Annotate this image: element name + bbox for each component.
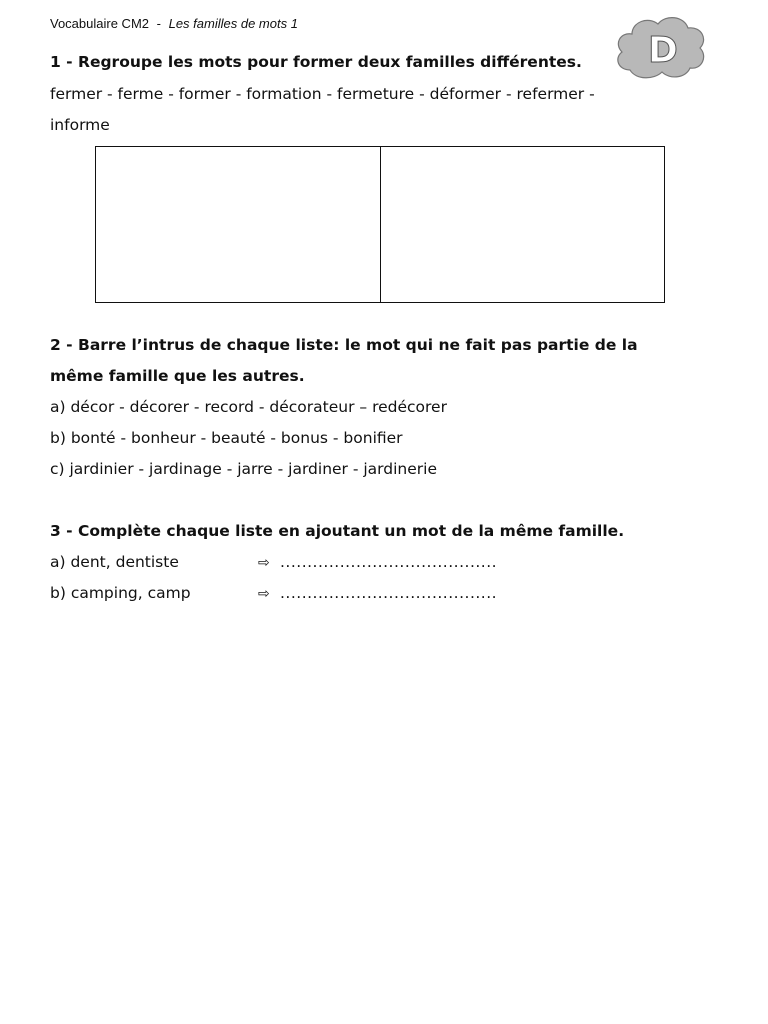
exercise1-instruction: 1 - Regroupe les mots pour former deux familles différentes. xyxy=(50,53,582,71)
exercise1-words-line1: fermer - ferme - former - formation - fermeture - déformer - refermer - xyxy=(50,85,595,103)
arrow-right-icon: ⇨ xyxy=(258,555,270,571)
exercise2-instruction-line2: même famille que les autres. xyxy=(50,367,305,385)
exercise2-item-b: b) bonté - bonheur - beauté - bonus - bonifier xyxy=(50,429,403,447)
lesson-subtitle: Les familles de mots 1 xyxy=(168,16,298,31)
answer-blank-b[interactable]: ........................................ xyxy=(280,584,498,602)
exercise3-item-a-words: a) dent, dentiste xyxy=(50,553,179,571)
exercise2-instruction-line1: 2 - Barre l’intrus de chaque liste: le mot qui ne fait pas partie de la xyxy=(50,336,638,354)
header-separator: - xyxy=(156,16,161,31)
worksheet-header xyxy=(50,16,298,31)
arrow-right-icon: ⇨ xyxy=(258,586,270,602)
exercise1-words-line2: informe xyxy=(50,116,110,134)
family-box-right[interactable] xyxy=(380,147,665,302)
course-title: Vocabulaire CM2 xyxy=(50,16,149,31)
family-sorting-table xyxy=(95,146,665,303)
exercise3-instruction: 3 - Complète chaque liste en ajoutant un mot de la même famille. xyxy=(50,522,625,540)
answer-blank-a[interactable]: ........................................ xyxy=(280,553,498,571)
exercise2-item-a: a) décor - décorer - record - décorateur – redécorer xyxy=(50,398,447,416)
family-box-left[interactable] xyxy=(96,147,380,302)
exercise3-item-b-words: b) camping, camp xyxy=(50,584,191,602)
level-badge-letter: D xyxy=(648,30,678,71)
exercise2-item-c: c) jardinier - jardinage - jarre - jardiner - jardinerie xyxy=(50,460,438,478)
level-badge-cloud-icon xyxy=(612,14,710,84)
